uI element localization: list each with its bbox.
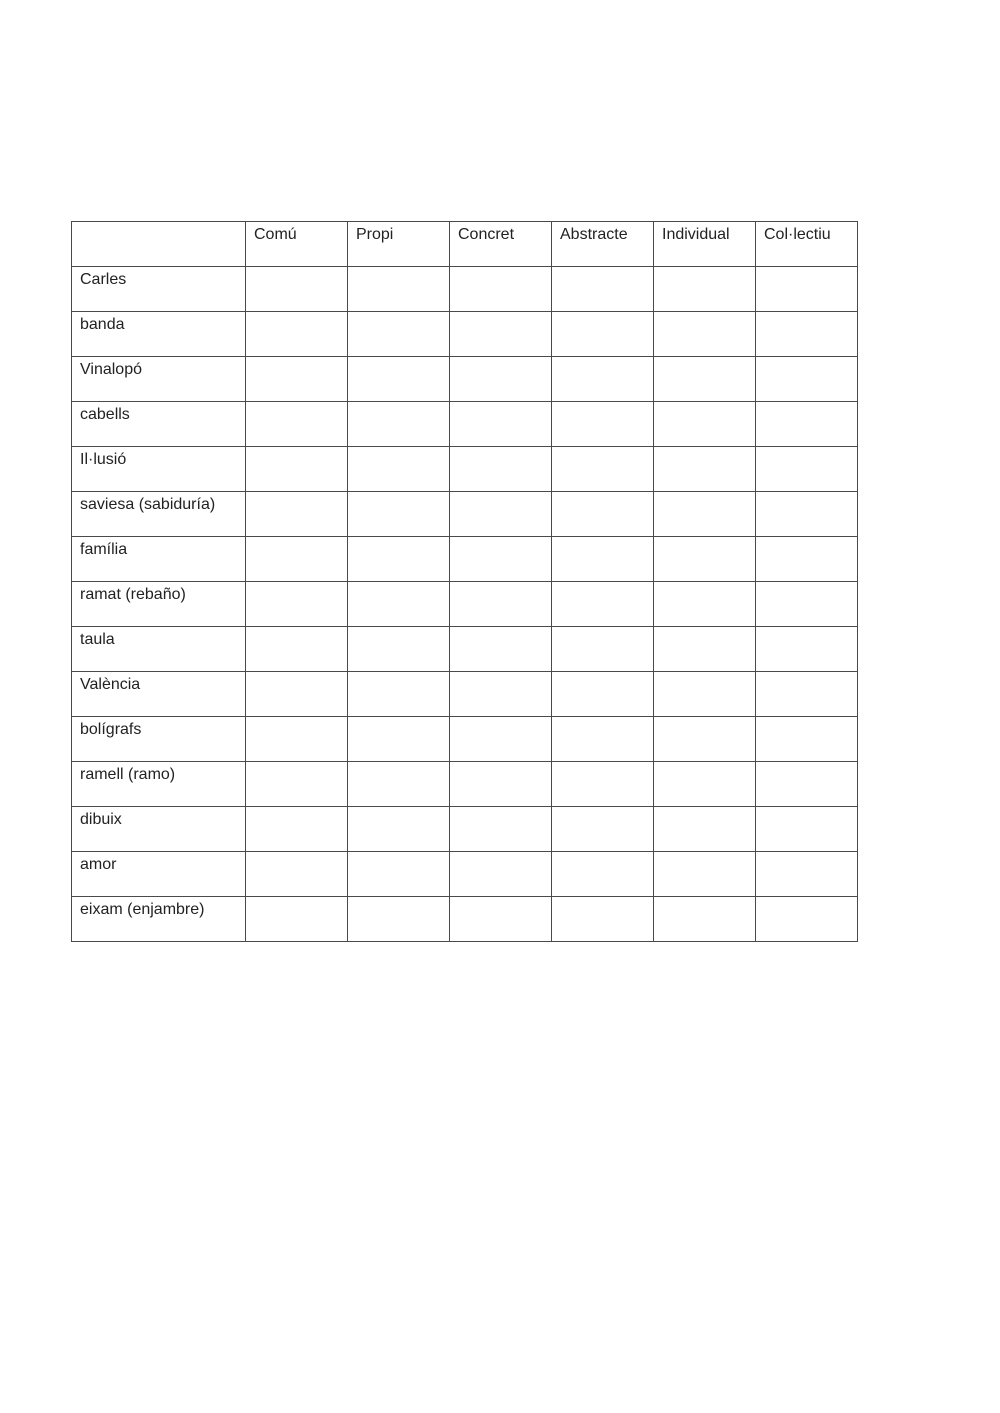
row-word: taula	[72, 627, 246, 672]
answer-cell-abstracte[interactable]	[552, 537, 654, 582]
answer-cell-comu[interactable]	[246, 402, 348, 447]
answer-cell-comu[interactable]	[246, 897, 348, 942]
answer-cell-concret[interactable]	[450, 807, 552, 852]
header-collectiu: Col·lectiu	[756, 222, 858, 267]
answer-cell-propi[interactable]	[348, 672, 450, 717]
answer-cell-propi[interactable]	[348, 582, 450, 627]
answer-cell-collectiu[interactable]	[756, 762, 858, 807]
table-row	[72, 717, 858, 762]
table-row	[72, 582, 858, 627]
row-word: cabells	[72, 402, 246, 447]
answer-cell-abstracte[interactable]	[552, 357, 654, 402]
answer-cell-collectiu[interactable]	[756, 672, 858, 717]
header-concret: Concret	[450, 222, 552, 267]
noun-classification-table	[71, 221, 858, 942]
answer-cell-individual[interactable]	[654, 897, 756, 942]
answer-cell-concret[interactable]	[450, 582, 552, 627]
answer-cell-collectiu[interactable]	[756, 717, 858, 762]
header-individual: Individual	[654, 222, 756, 267]
answer-cell-individual[interactable]	[654, 312, 756, 357]
answer-cell-propi[interactable]	[348, 717, 450, 762]
answer-cell-individual[interactable]	[654, 807, 756, 852]
answer-cell-comu[interactable]	[246, 357, 348, 402]
answer-cell-abstracte[interactable]	[552, 717, 654, 762]
answer-cell-comu[interactable]	[246, 717, 348, 762]
table-row	[72, 897, 858, 942]
answer-cell-individual[interactable]	[654, 717, 756, 762]
table-row	[72, 672, 858, 717]
row-word: amor	[72, 852, 246, 897]
answer-cell-collectiu[interactable]	[756, 537, 858, 582]
row-word: ramat (rebaño)	[72, 582, 246, 627]
answer-cell-concret[interactable]	[450, 312, 552, 357]
answer-cell-comu[interactable]	[246, 582, 348, 627]
answer-cell-abstracte[interactable]	[552, 447, 654, 492]
answer-cell-comu[interactable]	[246, 672, 348, 717]
row-word: Vinalopó	[72, 357, 246, 402]
table-row	[72, 537, 858, 582]
answer-cell-individual[interactable]	[654, 447, 756, 492]
answer-cell-collectiu[interactable]	[756, 897, 858, 942]
answer-cell-concret[interactable]	[450, 267, 552, 312]
answer-cell-comu[interactable]	[246, 492, 348, 537]
answer-cell-collectiu[interactable]	[756, 492, 858, 537]
table-row	[72, 357, 858, 402]
answer-cell-propi[interactable]	[348, 852, 450, 897]
answer-cell-collectiu[interactable]	[756, 267, 858, 312]
answer-cell-individual[interactable]	[654, 672, 756, 717]
answer-cell-propi[interactable]	[348, 447, 450, 492]
answer-cell-abstracte[interactable]	[552, 852, 654, 897]
answer-cell-individual[interactable]	[654, 267, 756, 312]
answer-cell-concret[interactable]	[450, 537, 552, 582]
row-word: bolígrafs	[72, 717, 246, 762]
answer-cell-individual[interactable]	[654, 852, 756, 897]
answer-cell-individual[interactable]	[654, 537, 756, 582]
answer-cell-abstracte[interactable]	[552, 807, 654, 852]
answer-cell-propi[interactable]	[348, 897, 450, 942]
answer-cell-concret[interactable]	[450, 897, 552, 942]
answer-cell-comu[interactable]	[246, 447, 348, 492]
answer-cell-concret[interactable]	[450, 402, 552, 447]
answer-cell-collectiu[interactable]	[756, 582, 858, 627]
answer-cell-comu[interactable]	[246, 852, 348, 897]
row-word: eixam (enjambre)	[72, 897, 246, 942]
answer-cell-comu[interactable]	[246, 537, 348, 582]
header-empty-cell	[72, 222, 246, 267]
answer-cell-abstracte[interactable]	[552, 897, 654, 942]
answer-cell-concret[interactable]	[450, 672, 552, 717]
answer-cell-propi[interactable]	[348, 537, 450, 582]
header-abstracte: Abstracte	[552, 222, 654, 267]
table-row	[72, 447, 858, 492]
table-row	[72, 627, 858, 672]
answer-cell-propi[interactable]	[348, 492, 450, 537]
row-word: Carles	[72, 267, 246, 312]
answer-cell-abstracte[interactable]	[552, 267, 654, 312]
answer-cell-individual[interactable]	[654, 357, 756, 402]
answer-cell-comu[interactable]	[246, 267, 348, 312]
answer-cell-propi[interactable]	[348, 267, 450, 312]
answer-cell-collectiu[interactable]	[756, 807, 858, 852]
answer-cell-abstracte[interactable]	[552, 492, 654, 537]
answer-cell-concret[interactable]	[450, 627, 552, 672]
row-word: València	[72, 672, 246, 717]
answer-cell-abstracte[interactable]	[552, 762, 654, 807]
row-word: família	[72, 537, 246, 582]
answer-cell-collectiu[interactable]	[756, 312, 858, 357]
row-word: Il·lusió	[72, 447, 246, 492]
table-row	[72, 492, 858, 537]
answer-cell-propi[interactable]	[348, 312, 450, 357]
answer-cell-abstracte[interactable]	[552, 402, 654, 447]
table-row	[72, 807, 858, 852]
answer-cell-concret[interactable]	[450, 492, 552, 537]
answer-cell-abstracte[interactable]	[552, 627, 654, 672]
answer-cell-concret[interactable]	[450, 762, 552, 807]
answer-cell-collectiu[interactable]	[756, 402, 858, 447]
answer-cell-collectiu[interactable]	[756, 627, 858, 672]
answer-cell-propi[interactable]	[348, 807, 450, 852]
answer-cell-concret[interactable]	[450, 357, 552, 402]
row-word: banda	[72, 312, 246, 357]
table-row	[72, 402, 858, 447]
answer-cell-abstracte[interactable]	[552, 312, 654, 357]
table-row	[72, 267, 858, 312]
answer-cell-abstracte[interactable]	[552, 672, 654, 717]
answer-cell-comu[interactable]	[246, 312, 348, 357]
answer-cell-individual[interactable]	[654, 627, 756, 672]
table-row	[72, 762, 858, 807]
answer-cell-individual[interactable]	[654, 402, 756, 447]
header-row	[72, 222, 858, 267]
answer-cell-comu[interactable]	[246, 762, 348, 807]
answer-cell-propi[interactable]	[348, 627, 450, 672]
table-row	[72, 852, 858, 897]
row-word: ramell (ramo)	[72, 762, 246, 807]
answer-cell-propi[interactable]	[348, 762, 450, 807]
answer-cell-comu[interactable]	[246, 807, 348, 852]
answer-cell-abstracte[interactable]	[552, 582, 654, 627]
answer-cell-individual[interactable]	[654, 582, 756, 627]
row-word: saviesa (sabiduría)	[72, 492, 246, 537]
answer-cell-collectiu[interactable]	[756, 447, 858, 492]
answer-cell-collectiu[interactable]	[756, 852, 858, 897]
table-row	[72, 312, 858, 357]
answer-cell-concret[interactable]	[450, 717, 552, 762]
header-comu: Comú	[246, 222, 348, 267]
row-word: dibuix	[72, 807, 246, 852]
answer-cell-collectiu[interactable]	[756, 357, 858, 402]
answer-cell-concret[interactable]	[450, 852, 552, 897]
answer-cell-concret[interactable]	[450, 447, 552, 492]
answer-cell-individual[interactable]	[654, 762, 756, 807]
header-propi: Propi	[348, 222, 450, 267]
answer-cell-propi[interactable]	[348, 402, 450, 447]
answer-cell-comu[interactable]	[246, 627, 348, 672]
answer-cell-propi[interactable]	[348, 357, 450, 402]
answer-cell-individual[interactable]	[654, 492, 756, 537]
